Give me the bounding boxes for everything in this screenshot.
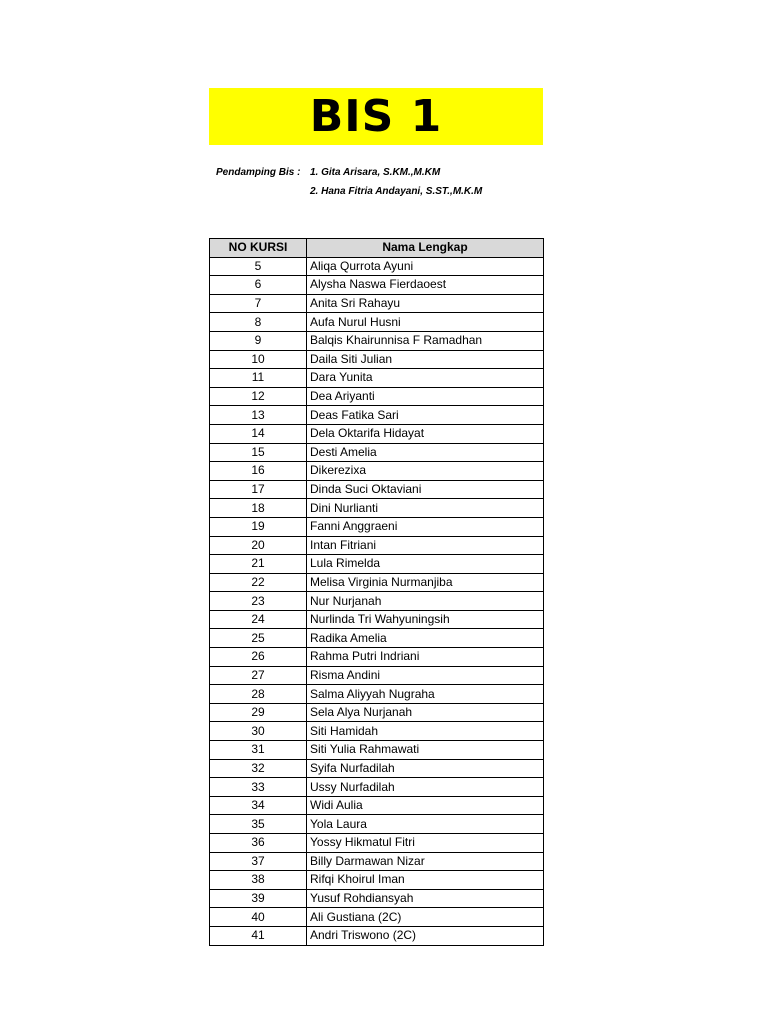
table-row xyxy=(210,871,544,890)
escort-name-2: 2. Hana Fitria Andayani, S.ST.,M.K.M xyxy=(310,186,483,197)
table-row xyxy=(210,759,544,778)
seat-number-cell: 35 xyxy=(210,815,307,834)
seat-number-cell: 37 xyxy=(210,852,307,871)
table-row xyxy=(210,424,544,443)
seat-table xyxy=(209,238,544,946)
seat-number-cell: 16 xyxy=(210,462,307,481)
seat-number-cell: 9 xyxy=(210,331,307,350)
seat-number-cell: 39 xyxy=(210,889,307,908)
full-name-cell: Yola Laura xyxy=(307,815,544,834)
full-name-cell: Deas Fatika Sari xyxy=(307,406,544,425)
seat-number-cell: 28 xyxy=(210,685,307,704)
table-row xyxy=(210,462,544,481)
seat-number-cell: 15 xyxy=(210,443,307,462)
table-row xyxy=(210,313,544,332)
seat-number-cell: 20 xyxy=(210,536,307,555)
escort-name-1: 1. Gita Arisara, S.KM.,M.KM xyxy=(310,167,441,178)
full-name-cell: Billy Darmawan Nizar xyxy=(307,852,544,871)
table-row xyxy=(210,350,544,369)
full-name-cell: Nurlinda Tri Wahyuningsih xyxy=(307,610,544,629)
table-row xyxy=(210,443,544,462)
table-row xyxy=(210,387,544,406)
full-name-cell: Fanni Anggraeni xyxy=(307,517,544,536)
full-name-cell: Ali Gustiana (2C) xyxy=(307,908,544,927)
full-name-cell: Dikerezixa xyxy=(307,462,544,481)
table-row xyxy=(210,294,544,313)
seat-number-cell: 5 xyxy=(210,257,307,276)
full-name-cell: Aufa Nurul Husni xyxy=(307,313,544,332)
table-row xyxy=(210,629,544,648)
seat-number-cell: 23 xyxy=(210,592,307,611)
full-name-cell: Yusuf Rohdiansyah xyxy=(307,889,544,908)
seat-number-cell: 17 xyxy=(210,480,307,499)
seat-number-cell: 26 xyxy=(210,648,307,667)
table-row xyxy=(210,610,544,629)
table-row xyxy=(210,815,544,834)
full-name-cell: Desti Amelia xyxy=(307,443,544,462)
full-name-cell: Intan Fitriani xyxy=(307,536,544,555)
table-row xyxy=(210,480,544,499)
seat-number-cell: 22 xyxy=(210,573,307,592)
table-row xyxy=(210,796,544,815)
full-name-cell: Risma Andini xyxy=(307,666,544,685)
page-title: BIS 1 xyxy=(309,90,443,142)
seat-number-cell: 38 xyxy=(210,871,307,890)
seat-number-cell: 6 xyxy=(210,276,307,295)
table-row xyxy=(210,666,544,685)
seat-number-cell: 27 xyxy=(210,666,307,685)
table-row xyxy=(210,555,544,574)
header-seat-number: NO KURSI xyxy=(210,239,307,258)
seat-number-cell: 12 xyxy=(210,387,307,406)
full-name-cell: Dela Oktarifa Hidayat xyxy=(307,424,544,443)
seat-number-cell: 40 xyxy=(210,908,307,927)
seat-number-cell: 36 xyxy=(210,834,307,853)
seat-number-cell: 7 xyxy=(210,294,307,313)
seat-number-cell: 29 xyxy=(210,703,307,722)
escort-label: Pendamping Bis : xyxy=(216,167,301,178)
table-row xyxy=(210,573,544,592)
full-name-cell: Rifqi Khoirul Iman xyxy=(307,871,544,890)
table-row xyxy=(210,499,544,518)
table-row xyxy=(210,257,544,276)
seat-number-cell: 8 xyxy=(210,313,307,332)
header-full-name: Nama Lengkap xyxy=(307,239,544,258)
seat-number-cell: 18 xyxy=(210,499,307,518)
seat-table-body xyxy=(210,257,544,945)
table-row xyxy=(210,648,544,667)
table-row xyxy=(210,852,544,871)
table-row xyxy=(210,889,544,908)
full-name-cell: Salma Aliyyah Nugraha xyxy=(307,685,544,704)
table-row xyxy=(210,331,544,350)
table-header-row xyxy=(210,239,544,258)
full-name-cell: Dinda Suci Oktaviani xyxy=(307,480,544,499)
table-row xyxy=(210,536,544,555)
full-name-cell: Alysha Naswa Fierdaoest xyxy=(307,276,544,295)
seat-number-cell: 31 xyxy=(210,741,307,760)
full-name-cell: Ussy Nurfadilah xyxy=(307,778,544,797)
full-name-cell: Dini Nurlianti xyxy=(307,499,544,518)
seat-number-cell: 32 xyxy=(210,759,307,778)
full-name-cell: Balqis Khairunnisa F Ramadhan xyxy=(307,331,544,350)
table-row xyxy=(210,722,544,741)
seat-number-cell: 24 xyxy=(210,610,307,629)
full-name-cell: Aliqa Qurrota Ayuni xyxy=(307,257,544,276)
table-row xyxy=(210,369,544,388)
seat-number-cell: 21 xyxy=(210,555,307,574)
seat-number-cell: 19 xyxy=(210,517,307,536)
full-name-cell: Radika Amelia xyxy=(307,629,544,648)
seat-number-cell: 11 xyxy=(210,369,307,388)
full-name-cell: Yossy Hikmatul Fitri xyxy=(307,834,544,853)
table-row xyxy=(210,834,544,853)
full-name-cell: Melisa Virginia Nurmanjiba xyxy=(307,573,544,592)
seat-number-cell: 33 xyxy=(210,778,307,797)
table-row xyxy=(210,908,544,927)
table-row xyxy=(210,592,544,611)
table-row xyxy=(210,703,544,722)
seat-number-cell: 41 xyxy=(210,926,307,945)
full-name-cell: Dea Ariyanti xyxy=(307,387,544,406)
full-name-cell: Lula Rimelda xyxy=(307,555,544,574)
table-row xyxy=(210,741,544,760)
seat-number-cell: 10 xyxy=(210,350,307,369)
seat-number-cell: 14 xyxy=(210,424,307,443)
table-row xyxy=(210,926,544,945)
full-name-cell: Sela Alya Nurjanah xyxy=(307,703,544,722)
table-row xyxy=(210,276,544,295)
full-name-cell: Siti Hamidah xyxy=(307,722,544,741)
table-row xyxy=(210,517,544,536)
full-name-cell: Siti Yulia Rahmawati xyxy=(307,741,544,760)
seat-number-cell: 30 xyxy=(210,722,307,741)
full-name-cell: Daila Siti Julian xyxy=(307,350,544,369)
full-name-cell: Rahma Putri Indriani xyxy=(307,648,544,667)
full-name-cell: Nur Nurjanah xyxy=(307,592,544,611)
full-name-cell: Anita Sri Rahayu xyxy=(307,294,544,313)
full-name-cell: Widi Aulia xyxy=(307,796,544,815)
title-banner xyxy=(209,88,543,145)
full-name-cell: Dara Yunita xyxy=(307,369,544,388)
full-name-cell: Andri Triswono (2C) xyxy=(307,926,544,945)
seat-number-cell: 13 xyxy=(210,406,307,425)
table-row xyxy=(210,685,544,704)
seat-number-cell: 34 xyxy=(210,796,307,815)
table-row xyxy=(210,406,544,425)
full-name-cell: Syifa Nurfadilah xyxy=(307,759,544,778)
table-row xyxy=(210,778,544,797)
seat-number-cell: 25 xyxy=(210,629,307,648)
